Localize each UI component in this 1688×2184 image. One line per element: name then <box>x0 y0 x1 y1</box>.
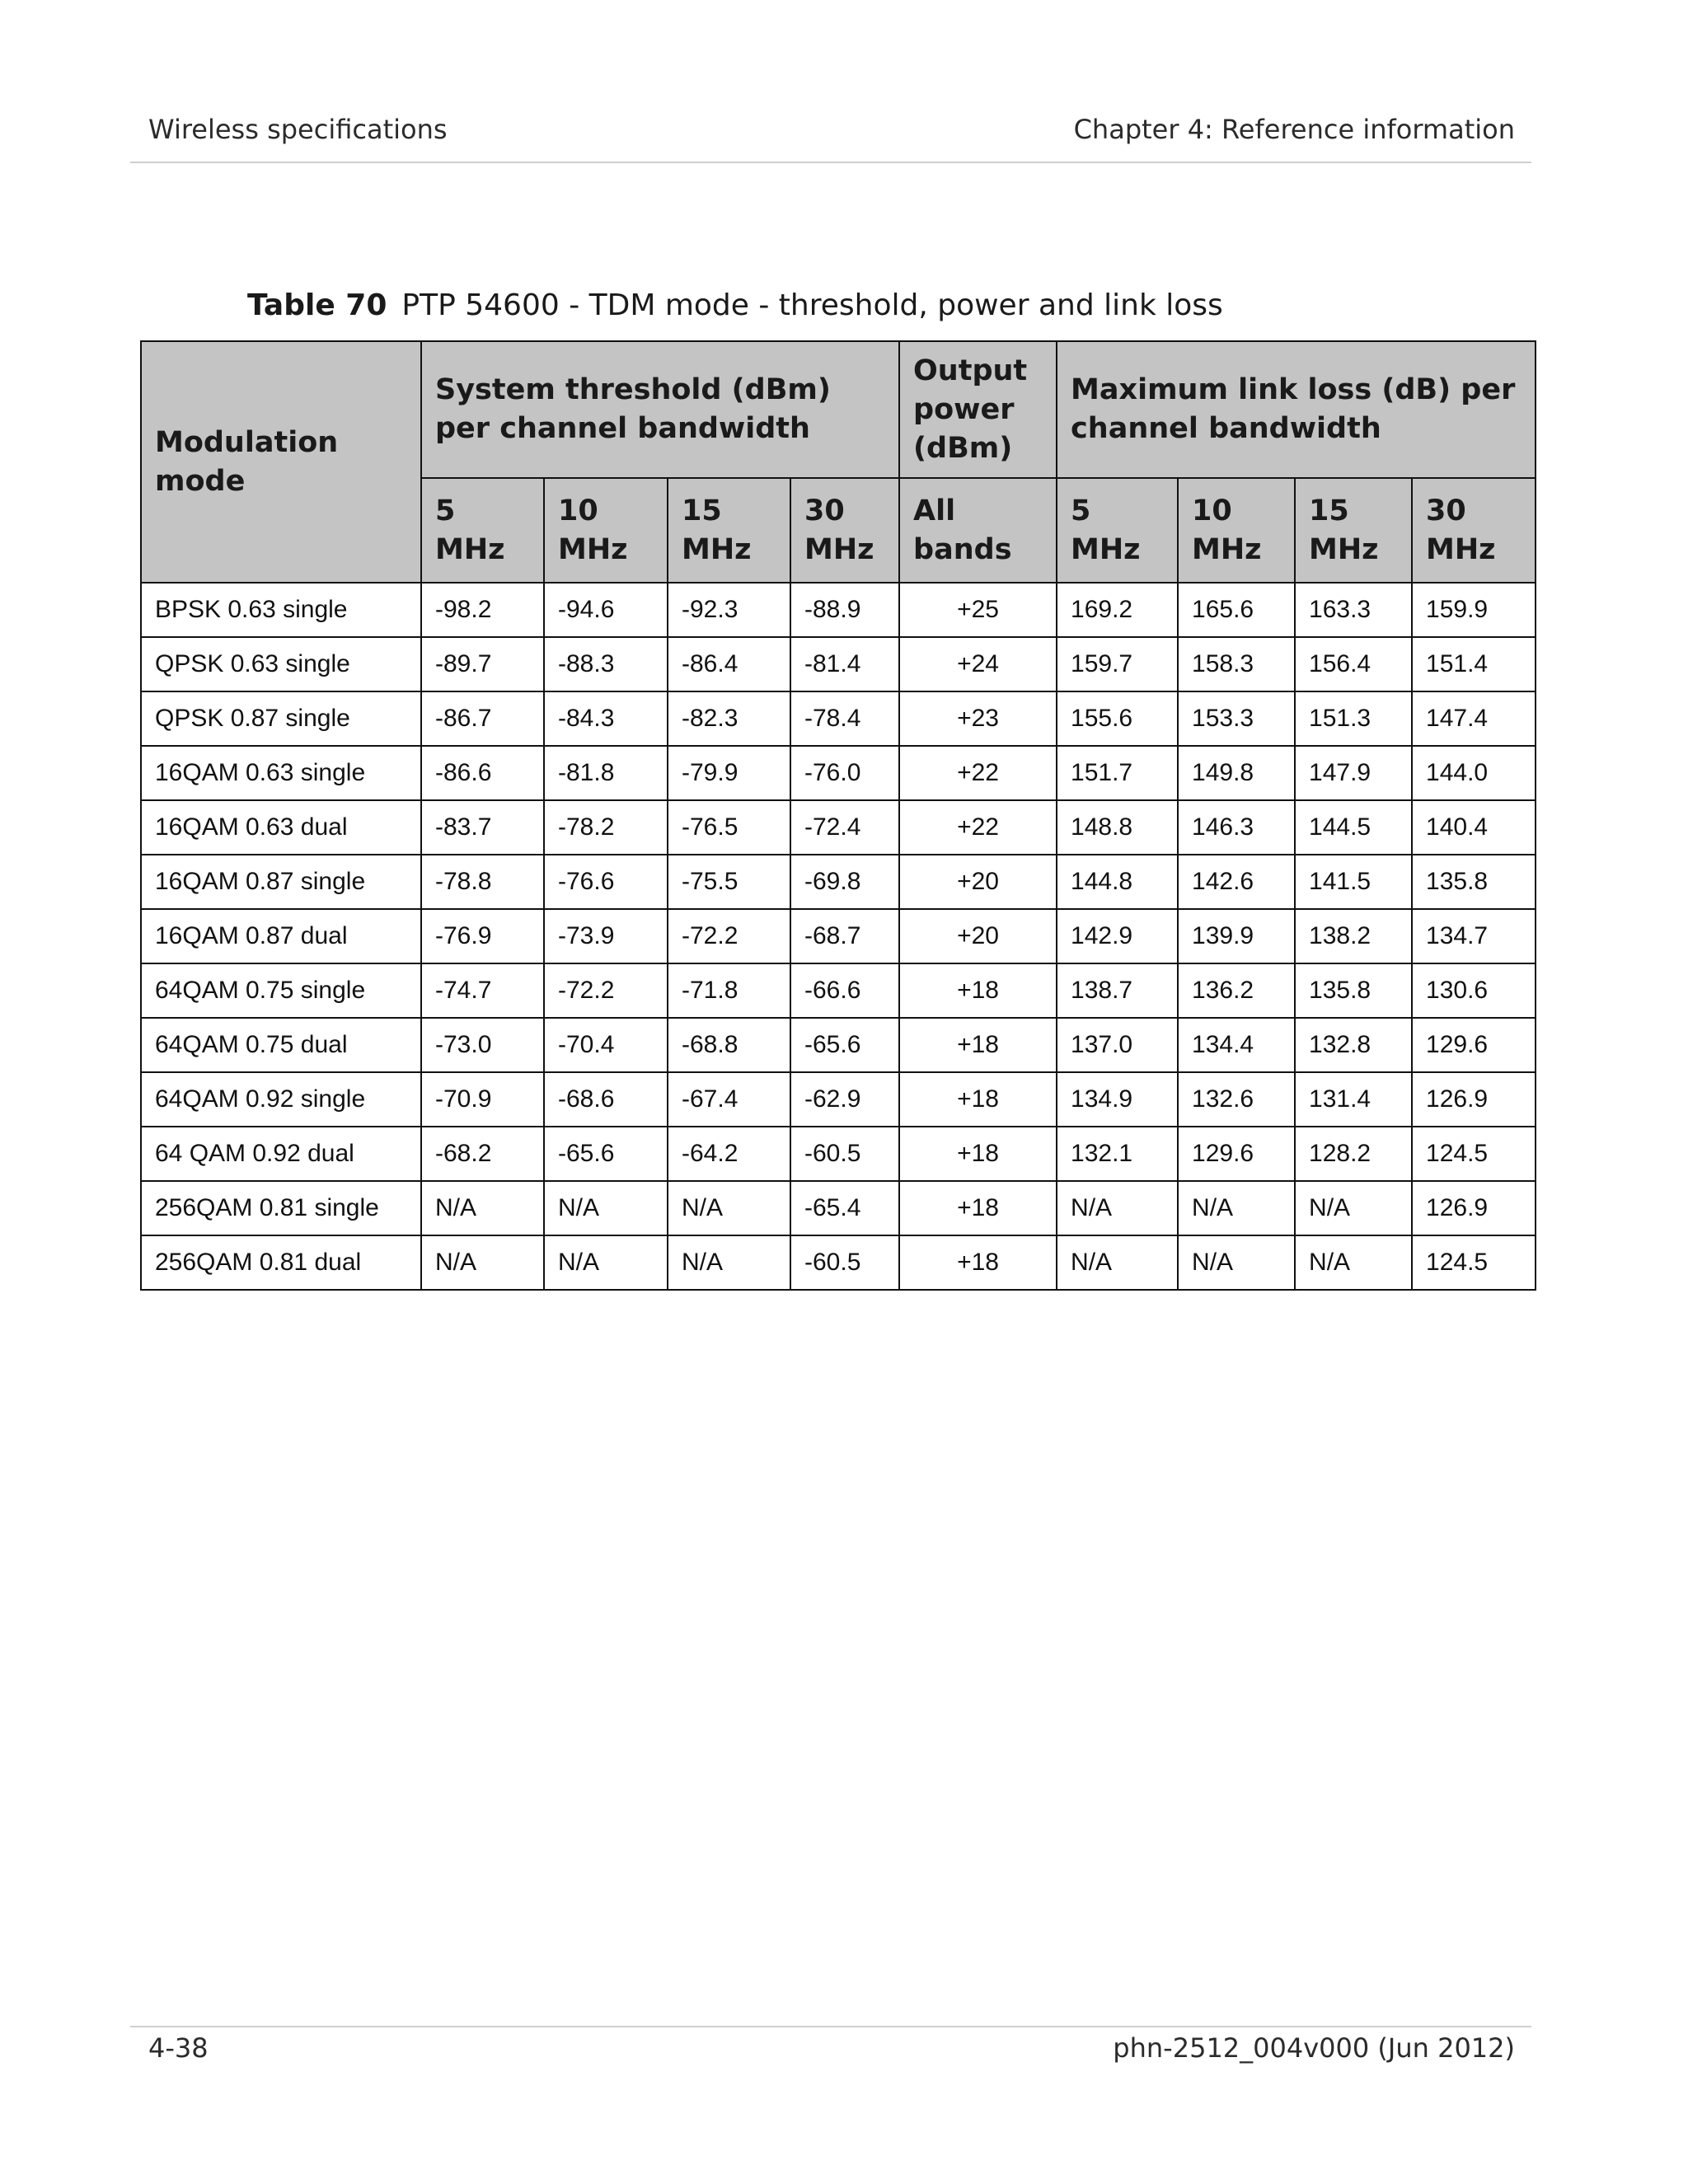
threshold-30mhz-cell: -72.4 <box>790 800 899 855</box>
linkloss-10mhz-cell: 142.6 <box>1178 855 1295 909</box>
table-row <box>141 909 1536 963</box>
linkloss-30mhz-cell: 140.4 <box>1412 800 1536 855</box>
threshold-30mhz-header: 30 MHz <box>790 478 899 583</box>
modulation-mode-header: Modulation mode <box>141 341 421 583</box>
threshold-10mhz-header: 10 MHz <box>544 478 668 583</box>
threshold-15mhz-cell: -64.2 <box>668 1127 790 1181</box>
linkloss-15mhz-cell: 151.3 <box>1295 691 1412 746</box>
table-body <box>141 583 1536 1290</box>
output-power-cell: +23 <box>899 691 1057 746</box>
linkloss-15mhz-cell: 156.4 <box>1295 637 1412 691</box>
table-row <box>141 963 1536 1018</box>
threshold-15mhz-cell: N/A <box>668 1235 790 1290</box>
linkloss-10mhz-cell: 158.3 <box>1178 637 1295 691</box>
output-power-cell: +20 <box>899 855 1057 909</box>
threshold-5mhz-cell: -78.8 <box>421 855 544 909</box>
linkloss-30mhz-cell: 144.0 <box>1412 746 1536 800</box>
modulation-cell: QPSK 0.63 single <box>141 637 421 691</box>
max-link-loss-header: Maximum link loss (dB) per channel bandwidth <box>1057 341 1536 478</box>
linkloss-15mhz-cell: 163.3 <box>1295 583 1412 637</box>
threshold-10mhz-cell: -78.2 <box>544 800 668 855</box>
table-row <box>141 637 1536 691</box>
table-row <box>141 1127 1536 1181</box>
linkloss-5mhz-cell: N/A <box>1057 1235 1178 1290</box>
threshold-10mhz-cell: -72.2 <box>544 963 668 1018</box>
modulation-cell: 16QAM 0.63 dual <box>141 800 421 855</box>
linkloss-30mhz-header: 30 MHz <box>1412 478 1536 583</box>
linkloss-10mhz-cell: 149.8 <box>1178 746 1295 800</box>
threshold-30mhz-cell: -65.6 <box>790 1018 899 1072</box>
running-header <box>148 114 1515 145</box>
table-row <box>141 1181 1536 1235</box>
modulation-cell: 256QAM 0.81 dual <box>141 1235 421 1290</box>
threshold-5mhz-cell: -73.0 <box>421 1018 544 1072</box>
output-power-cell: +20 <box>899 909 1057 963</box>
linkloss-30mhz-cell: 126.9 <box>1412 1181 1536 1235</box>
linkloss-30mhz-cell: 130.6 <box>1412 963 1536 1018</box>
linkloss-10mhz-cell: 132.6 <box>1178 1072 1295 1127</box>
linkloss-5mhz-cell: 159.7 <box>1057 637 1178 691</box>
linkloss-15mhz-cell: 128.2 <box>1295 1127 1412 1181</box>
linkloss-5mhz-cell: N/A <box>1057 1181 1178 1235</box>
threshold-10mhz-cell: -70.4 <box>544 1018 668 1072</box>
linkloss-5mhz-cell: 138.7 <box>1057 963 1178 1018</box>
threshold-15mhz-cell: -82.3 <box>668 691 790 746</box>
modulation-cell: 64QAM 0.92 single <box>141 1072 421 1127</box>
linkloss-10mhz-cell: 134.4 <box>1178 1018 1295 1072</box>
linkloss-15mhz-cell: N/A <box>1295 1235 1412 1290</box>
linkloss-30mhz-cell: 124.5 <box>1412 1127 1536 1181</box>
threshold-5mhz-header: 5 MHz <box>421 478 544 583</box>
linkloss-10mhz-cell: 129.6 <box>1178 1127 1295 1181</box>
threshold-30mhz-cell: -60.5 <box>790 1235 899 1290</box>
linkloss-30mhz-cell: 159.9 <box>1412 583 1536 637</box>
threshold-30mhz-cell: -76.0 <box>790 746 899 800</box>
threshold-30mhz-cell: -81.4 <box>790 637 899 691</box>
linkloss-10mhz-cell: N/A <box>1178 1181 1295 1235</box>
table-row <box>141 691 1536 746</box>
linkloss-30mhz-cell: 129.6 <box>1412 1018 1536 1072</box>
threshold-10mhz-cell: -73.9 <box>544 909 668 963</box>
threshold-10mhz-cell: -84.3 <box>544 691 668 746</box>
linkloss-5mhz-cell: 132.1 <box>1057 1127 1178 1181</box>
threshold-15mhz-cell: -68.8 <box>668 1018 790 1072</box>
table-row <box>141 1018 1536 1072</box>
chapter-title: Chapter 4: Reference information <box>1073 114 1515 145</box>
threshold-15mhz-header: 15 MHz <box>668 478 790 583</box>
output-power-cell: +18 <box>899 1181 1057 1235</box>
output-power-cell: +22 <box>899 800 1057 855</box>
threshold-10mhz-cell: -65.6 <box>544 1127 668 1181</box>
output-power-cell: +24 <box>899 637 1057 691</box>
linkloss-15mhz-cell: 147.9 <box>1295 746 1412 800</box>
output-power-cell: +18 <box>899 1018 1057 1072</box>
footer-rule <box>130 2026 1531 2027</box>
linkloss-15mhz-cell: 141.5 <box>1295 855 1412 909</box>
linkloss-10mhz-cell: 136.2 <box>1178 963 1295 1018</box>
output-power-cell: +18 <box>899 963 1057 1018</box>
threshold-15mhz-cell: N/A <box>668 1181 790 1235</box>
linkloss-15mhz-cell: N/A <box>1295 1181 1412 1235</box>
linkloss-10mhz-cell: 146.3 <box>1178 800 1295 855</box>
output-power-header: Output power (dBm) <box>899 341 1057 478</box>
header-rule <box>130 162 1531 163</box>
table-row <box>141 800 1536 855</box>
linkloss-10mhz-cell: 153.3 <box>1178 691 1295 746</box>
linkloss-10mhz-cell: N/A <box>1178 1235 1295 1290</box>
threshold-5mhz-cell: -83.7 <box>421 800 544 855</box>
threshold-10mhz-cell: N/A <box>544 1235 668 1290</box>
modulation-cell: 16QAM 0.87 single <box>141 855 421 909</box>
linkloss-30mhz-cell: 124.5 <box>1412 1235 1536 1290</box>
threshold-10mhz-cell: -68.6 <box>544 1072 668 1127</box>
threshold-5mhz-cell: -98.2 <box>421 583 544 637</box>
output-power-cell: +18 <box>899 1072 1057 1127</box>
threshold-15mhz-cell: -72.2 <box>668 909 790 963</box>
linkloss-30mhz-cell: 147.4 <box>1412 691 1536 746</box>
linkloss-15mhz-cell: 144.5 <box>1295 800 1412 855</box>
table-title: PTP 54600 - TDM mode - threshold, power and link loss <box>401 288 1223 322</box>
table-row <box>141 1072 1536 1127</box>
output-power-cell: +18 <box>899 1235 1057 1290</box>
modulation-cell: 256QAM 0.81 single <box>141 1181 421 1235</box>
linkloss-5mhz-cell: 169.2 <box>1057 583 1178 637</box>
modulation-cell: QPSK 0.87 single <box>141 691 421 746</box>
threshold-10mhz-cell: -94.6 <box>544 583 668 637</box>
linkloss-5mhz-cell: 134.9 <box>1057 1072 1178 1127</box>
power-all-bands-header: All bands <box>899 478 1057 583</box>
threshold-5mhz-cell: -68.2 <box>421 1127 544 1181</box>
linkloss-10mhz-header: 10 MHz <box>1178 478 1295 583</box>
threshold-15mhz-cell: -79.9 <box>668 746 790 800</box>
linkloss-5mhz-cell: 137.0 <box>1057 1018 1178 1072</box>
table-row <box>141 746 1536 800</box>
linkloss-15mhz-cell: 132.8 <box>1295 1018 1412 1072</box>
threshold-15mhz-cell: -76.5 <box>668 800 790 855</box>
section-title: Wireless specifications <box>148 114 448 145</box>
output-power-cell: +18 <box>899 1127 1057 1181</box>
group-header-row <box>141 341 1536 478</box>
linkloss-5mhz-cell: 148.8 <box>1057 800 1178 855</box>
page-number: 4-38 <box>148 2032 209 2064</box>
threshold-30mhz-cell: -65.4 <box>790 1181 899 1235</box>
threshold-30mhz-cell: -62.9 <box>790 1072 899 1127</box>
linkloss-5mhz-header: 5 MHz <box>1057 478 1178 583</box>
linkloss-15mhz-cell: 131.4 <box>1295 1072 1412 1127</box>
threshold-5mhz-cell: N/A <box>421 1181 544 1235</box>
table-label: Table 70 <box>247 288 387 322</box>
threshold-5mhz-cell: -70.9 <box>421 1072 544 1127</box>
table-row <box>141 855 1536 909</box>
linkloss-30mhz-cell: 151.4 <box>1412 637 1536 691</box>
linkloss-5mhz-cell: 144.8 <box>1057 855 1178 909</box>
linkloss-5mhz-cell: 151.7 <box>1057 746 1178 800</box>
modulation-cell: BPSK 0.63 single <box>141 583 421 637</box>
linkloss-10mhz-cell: 139.9 <box>1178 909 1295 963</box>
modulation-cell: 64 QAM 0.92 dual <box>141 1127 421 1181</box>
threshold-5mhz-cell: -74.7 <box>421 963 544 1018</box>
system-threshold-header: System threshold (dBm) per channel bandwidth <box>421 341 899 478</box>
modulation-cell: 16QAM 0.63 single <box>141 746 421 800</box>
threshold-15mhz-cell: -86.4 <box>668 637 790 691</box>
linkloss-30mhz-cell: 135.8 <box>1412 855 1536 909</box>
running-footer <box>148 2032 1515 2064</box>
threshold-5mhz-cell: N/A <box>421 1235 544 1290</box>
linkloss-15mhz-header: 15 MHz <box>1295 478 1412 583</box>
threshold-30mhz-cell: -68.7 <box>790 909 899 963</box>
linkloss-15mhz-cell: 135.8 <box>1295 963 1412 1018</box>
document-id: phn-2512_004v000 (Jun 2012) <box>1113 2032 1515 2064</box>
linkloss-30mhz-cell: 134.7 <box>1412 909 1536 963</box>
threshold-30mhz-cell: -88.9 <box>790 583 899 637</box>
threshold-5mhz-cell: -86.6 <box>421 746 544 800</box>
modulation-cell: 64QAM 0.75 single <box>141 963 421 1018</box>
table-row <box>141 583 1536 637</box>
linkloss-5mhz-cell: 142.9 <box>1057 909 1178 963</box>
linkloss-5mhz-cell: 155.6 <box>1057 691 1178 746</box>
threshold-10mhz-cell: -81.8 <box>544 746 668 800</box>
modulation-cell: 64QAM 0.75 dual <box>141 1018 421 1072</box>
threshold-5mhz-cell: -89.7 <box>421 637 544 691</box>
threshold-30mhz-cell: -66.6 <box>790 963 899 1018</box>
threshold-15mhz-cell: -71.8 <box>668 963 790 1018</box>
threshold-10mhz-cell: -76.6 <box>544 855 668 909</box>
output-power-cell: +25 <box>899 583 1057 637</box>
output-power-cell: +22 <box>899 746 1057 800</box>
linkloss-30mhz-cell: 126.9 <box>1412 1072 1536 1127</box>
table-caption <box>247 288 1223 322</box>
threshold-15mhz-cell: -75.5 <box>668 855 790 909</box>
threshold-15mhz-cell: -67.4 <box>668 1072 790 1127</box>
threshold-15mhz-cell: -92.3 <box>668 583 790 637</box>
threshold-5mhz-cell: -76.9 <box>421 909 544 963</box>
threshold-30mhz-cell: -69.8 <box>790 855 899 909</box>
threshold-10mhz-cell: -88.3 <box>544 637 668 691</box>
threshold-30mhz-cell: -60.5 <box>790 1127 899 1181</box>
table-row <box>141 1235 1536 1290</box>
modulation-cell: 16QAM 0.87 dual <box>141 909 421 963</box>
linkloss-15mhz-cell: 138.2 <box>1295 909 1412 963</box>
threshold-10mhz-cell: N/A <box>544 1181 668 1235</box>
spec-table <box>140 340 1536 1291</box>
threshold-5mhz-cell: -86.7 <box>421 691 544 746</box>
linkloss-10mhz-cell: 165.6 <box>1178 583 1295 637</box>
threshold-30mhz-cell: -78.4 <box>790 691 899 746</box>
